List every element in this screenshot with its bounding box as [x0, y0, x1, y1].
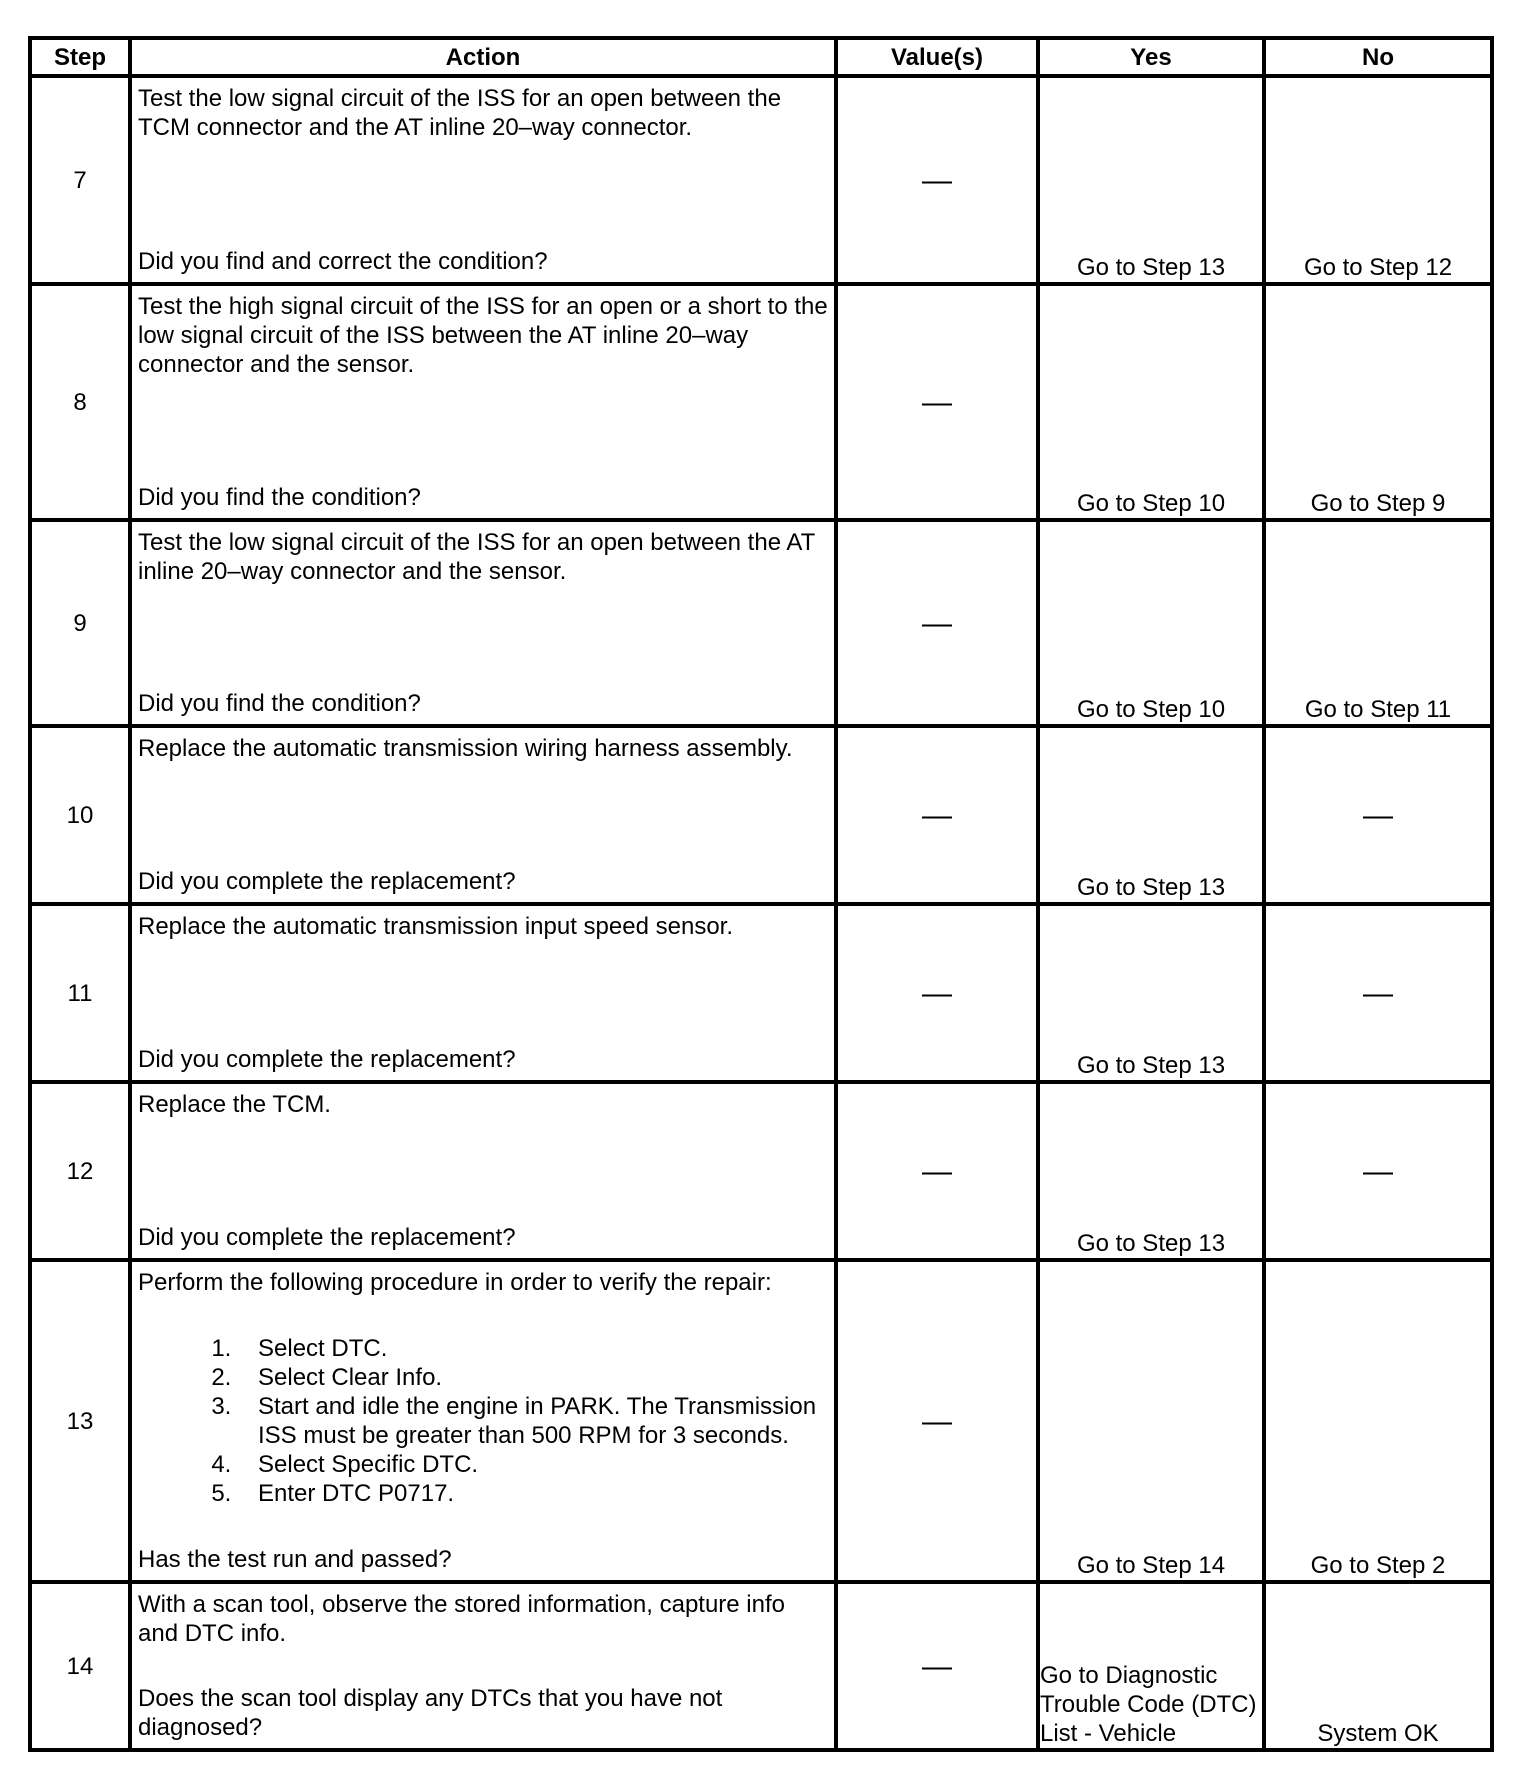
action-cell — [130, 1582, 836, 1750]
procedure-item: 4. Select Specific DTC. — [238, 1450, 828, 1479]
table-row — [30, 1260, 1492, 1582]
action-question: Did you complete the replacement? — [138, 868, 516, 895]
step-number: 14 — [30, 1582, 130, 1750]
action-cell — [130, 1082, 836, 1260]
step-number: 11 — [30, 904, 130, 1082]
action-cell — [130, 520, 836, 726]
value-cell: — — [836, 726, 1038, 904]
action-question: Did you find and correct the condition? — [138, 248, 548, 275]
action-text: With a scan tool, observe the stored information, capture info and DTC info. — [138, 1591, 786, 1647]
action-cell — [130, 284, 836, 520]
header-yes: Yes — [1038, 38, 1264, 76]
value-cell: — — [836, 76, 1038, 284]
procedure-list — [138, 1334, 828, 1508]
step-number: 9 — [30, 520, 130, 726]
step-number: 13 — [30, 1260, 130, 1582]
action-cell — [130, 726, 836, 904]
action-text: Replace the TCM. — [138, 1091, 331, 1118]
step-number: 7 — [30, 76, 130, 284]
no-cell: Go to Step 9 — [1264, 284, 1492, 520]
procedure-item: 3. Start and idle the engine in PARK. The Transmission ISS must be greater than 500 RPM for 3 seconds. — [238, 1392, 828, 1450]
table-row — [30, 904, 1492, 1082]
action-question: Does the scan tool display any DTCs that you have not diagnosed? — [138, 1685, 723, 1741]
no-cell: Go to Step 12 — [1264, 76, 1492, 284]
value-cell: — — [836, 284, 1038, 520]
yes-cell: Go to Step 14 — [1038, 1260, 1264, 1582]
procedure-item: 1. Select DTC. — [238, 1334, 828, 1363]
action-question: Did you complete the replacement? — [138, 1224, 516, 1251]
step-number: 10 — [30, 726, 130, 904]
header-row — [30, 38, 1492, 76]
value-cell: — — [836, 904, 1038, 1082]
table-row — [30, 284, 1492, 520]
action-cell — [130, 1260, 836, 1582]
action-text: Test the low signal circuit of the ISS for an open between the TCM connector and the AT inline 20–way connector. — [138, 85, 782, 141]
action-text: Replace the automatic transmission wiring harness assembly. — [138, 735, 793, 762]
header-action: Action — [130, 38, 836, 76]
no-cell: — — [1264, 904, 1492, 1082]
table-row — [30, 520, 1492, 726]
value-cell: — — [836, 1582, 1038, 1750]
action-text: Test the low signal circuit of the ISS for an open between the AT inline 20–way connector and the sensor. — [138, 529, 815, 585]
no-cell: — — [1264, 726, 1492, 904]
step-number: 12 — [30, 1082, 130, 1260]
yes-cell: Go to Step 10 — [1038, 520, 1264, 726]
action-question: Did you complete the replacement? — [138, 1046, 516, 1073]
action-cell — [130, 76, 836, 284]
diagnostic-procedure-table — [28, 36, 1494, 1752]
yes-cell: Go to Step 10 — [1038, 284, 1264, 520]
value-cell: — — [836, 1260, 1038, 1582]
action-question: Has the test run and passed? — [138, 1546, 452, 1573]
header-values: Value(s) — [836, 38, 1038, 76]
no-cell: — — [1264, 1082, 1492, 1260]
table-row — [30, 1582, 1492, 1750]
action-cell — [130, 904, 836, 1082]
header-no: No — [1264, 38, 1492, 76]
action-question: Did you find the condition? — [138, 484, 421, 511]
header-step: Step — [30, 38, 130, 76]
table-row — [30, 726, 1492, 904]
table-row — [30, 76, 1492, 284]
table-row — [30, 1082, 1492, 1260]
yes-cell[interactable]: Go to Diagnostic Trouble Code (DTC) List - Vehicle — [1038, 1582, 1264, 1750]
action-text: Perform the following procedure in order to verify the repair: — [138, 1269, 772, 1296]
step-number: 8 — [30, 284, 130, 520]
yes-cell: Go to Step 13 — [1038, 76, 1264, 284]
value-cell: — — [836, 1082, 1038, 1260]
action-question: Did you find the condition? — [138, 690, 421, 717]
no-cell: Go to Step 2 — [1264, 1260, 1492, 1582]
yes-cell: Go to Step 13 — [1038, 904, 1264, 1082]
value-cell: — — [836, 520, 1038, 726]
procedure-item: 2. Select Clear Info. — [238, 1363, 828, 1392]
no-cell: System OK — [1264, 1582, 1492, 1750]
action-text: Test the high signal circuit of the ISS for an open or a short to the low signal circuit of the ISS between the AT inline 20–way connector and the sensor. — [138, 293, 828, 378]
no-cell: Go to Step 11 — [1264, 520, 1492, 726]
yes-cell: Go to Step 13 — [1038, 726, 1264, 904]
yes-cell: Go to Step 13 — [1038, 1082, 1264, 1260]
action-text: Replace the automatic transmission input speed sensor. — [138, 913, 733, 940]
procedure-item: 5. Enter DTC P0717. — [238, 1479, 828, 1508]
